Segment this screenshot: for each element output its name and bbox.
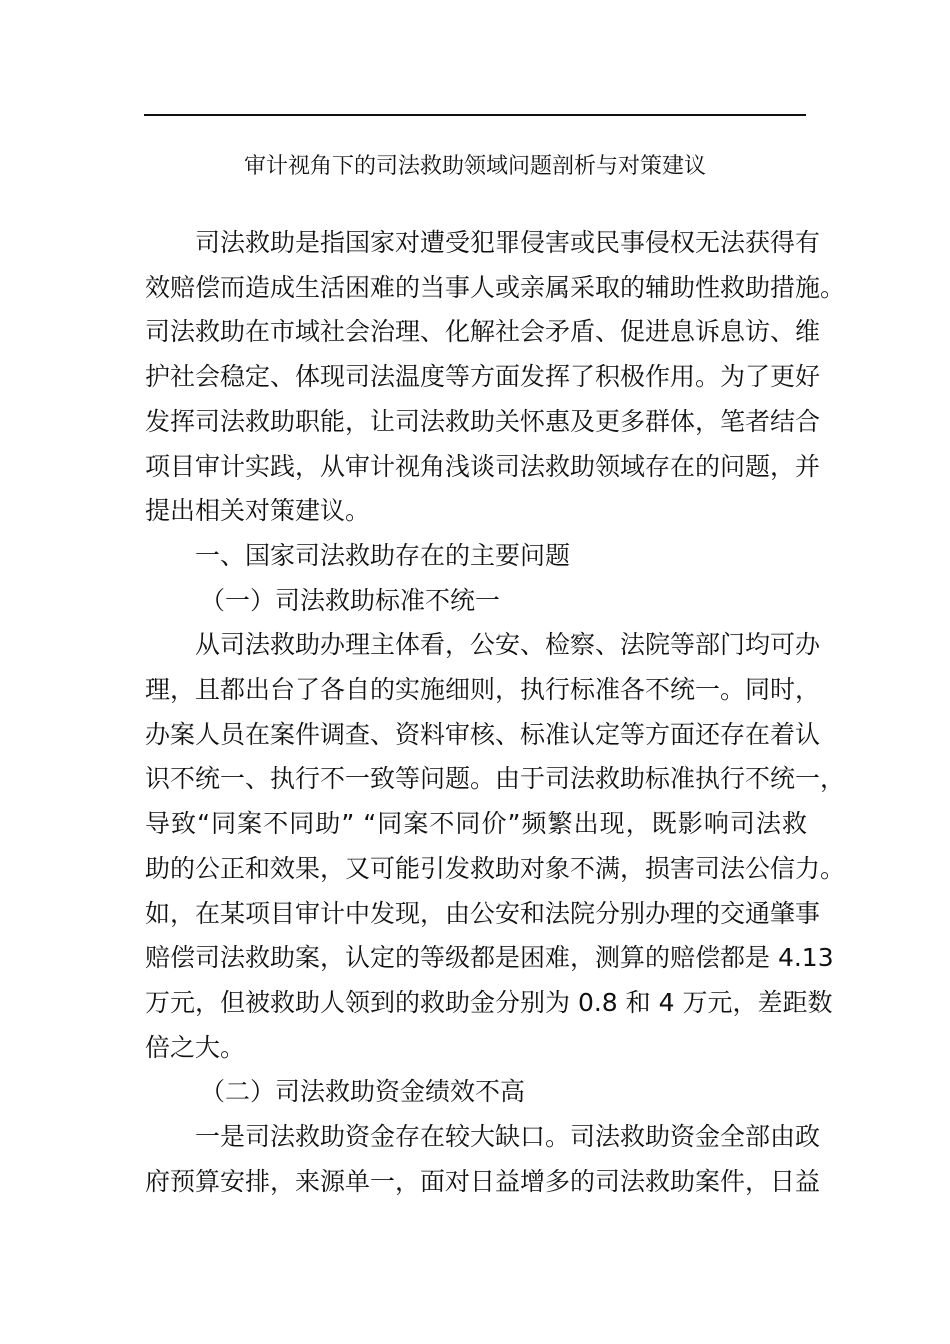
paragraph-line: 办案人员在案件调查、资料审核、标准认定等方面还存在着认 — [145, 719, 821, 749]
paragraph-line: 效赔偿而造成生活困难的当事人或亲属采取的辅助性救助措施。 — [145, 272, 846, 302]
paragraph-line: 导致“同案不同助” “同案不同价”频繁出现，既影响司法救 — [145, 809, 807, 839]
header-rule — [144, 114, 806, 116]
paragraph-line: 从司法救助办理主体看，公安、检察、法院等部门均可办 — [195, 630, 821, 660]
paragraph-line: 倍之大。 — [145, 1032, 246, 1062]
paragraph-line: 一是司法救助资金存在较大缺口。司法救助资金全部由政 — [195, 1122, 821, 1151]
paragraph-line: 发挥司法救助职能，让司法救助关怀惠及更多群体，笔者结合 — [145, 406, 821, 436]
paragraph-line: 理，且都出台了各自的实施细则，执行标准各不统一。同时， — [145, 675, 821, 704]
paragraph-line: 助的公正和效果，又可能引发救助对象不满，损害司法公信力。 — [145, 853, 846, 883]
paragraph-line: 护社会稳定、体现司法温度等方面发挥了积极作用。为了更好 — [145, 362, 821, 392]
paragraph-line: 项目审计实践，从审计视角浅谈司法救助领域存在的问题，并 — [145, 451, 821, 481]
paragraph-line: 司法救助是指国家对遭受犯罪侵害或民事侵权无法获得有 — [195, 228, 821, 257]
paragraph-line: 识不统一、执行不一致等问题。由于司法救助标准执行不统一， — [145, 764, 846, 794]
paragraph-line: 万元，但被救助人领到的救助金分别为 0.8 和 4 万元，差距数 — [145, 987, 833, 1017]
paragraph-line: 赔偿司法救助案，认定的等级都是困难，测算的赔偿都是 4.13 — [145, 943, 834, 973]
section-heading: （一）司法救助标准不统一 — [200, 585, 501, 615]
paragraph-line: 提出相关对策建议。 — [145, 496, 371, 526]
section-heading: （二）司法救助资金绩效不高 — [200, 1077, 526, 1107]
paragraph-line: 如，在某项目审计中发现，由公安和法院分别办理的交通肇事 — [145, 898, 821, 928]
paragraph-line: 府预算安排，来源单一，面对日益增多的司法救助案件，日益 — [145, 1166, 821, 1196]
section-heading: 一、国家司法救助存在的主要问题 — [195, 540, 571, 570]
document-title: 审计视角下的司法救助领域问题剖析与对策建议 — [243, 154, 706, 179]
paragraph-line: 司法救助在市域社会治理、化解社会矛盾、促进息诉息访、维 — [145, 317, 821, 347]
